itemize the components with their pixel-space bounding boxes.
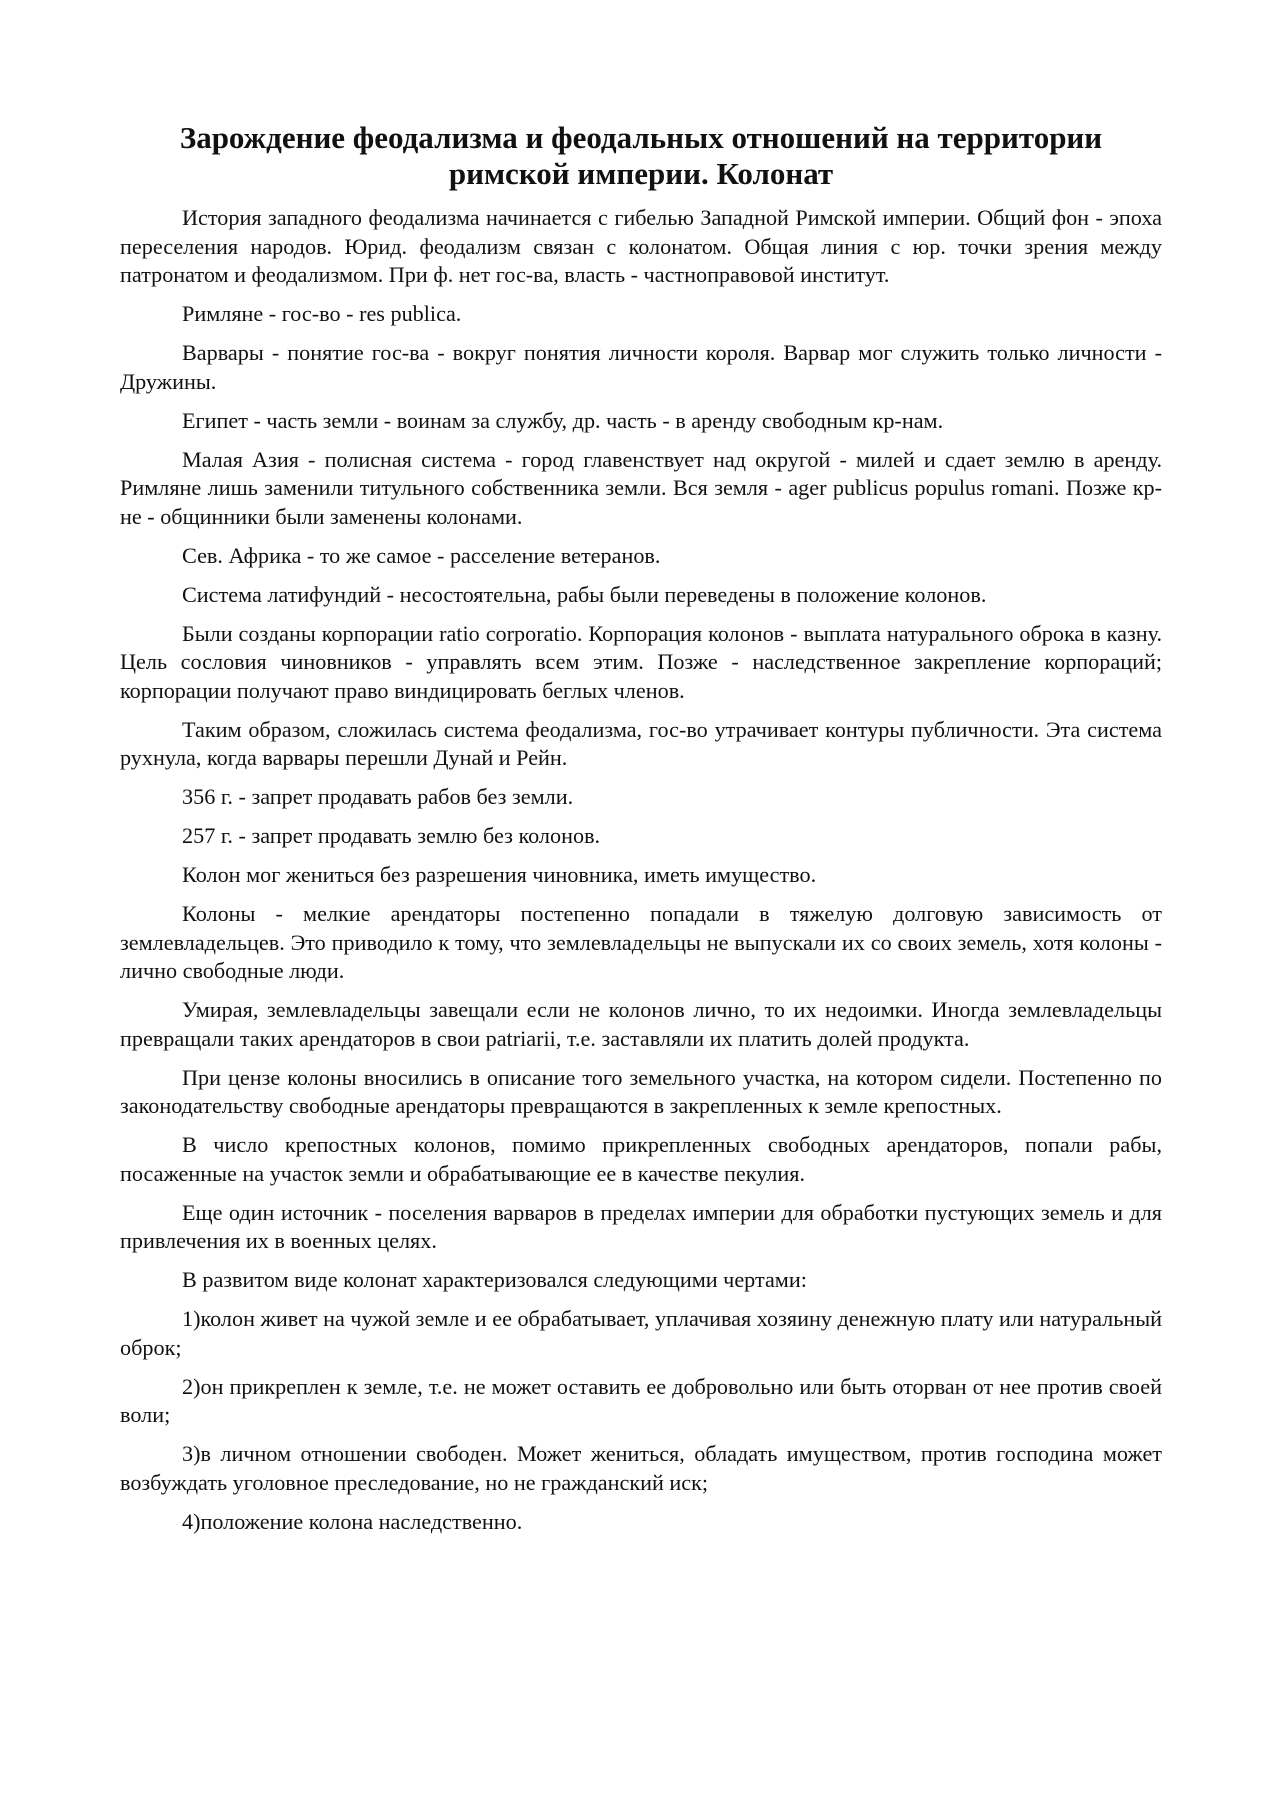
paragraph: Колоны - мелкие арендаторы постепенно попадали в тяжелую долговую зависимость от землевладельцев. Это приводило к тому, что землевладельцы не выпускали их со своих земель, хотя колоны - лично свободные люди. — [120, 901, 1162, 983]
list-item: 4)положение колона наследственно. — [182, 1508, 523, 1534]
paragraph: Сев. Африка - то же самое - расселение ветеранов. — [182, 542, 661, 568]
paragraph: Римляне - гос-во - res publica. — [182, 301, 462, 326]
paragraph: Колон мог жениться без разрешения чиновника, иметь имущество. — [182, 862, 817, 887]
paragraph: Варвары - понятие гос-ва - вокруг понятия личности короля. Варвар мог служить только личности - Дружины. — [120, 340, 1162, 394]
paragraph: Египет - часть земли - воинам за службу, др. часть - в аренду свободным кр-нам. — [182, 407, 944, 433]
paragraph: В развитом виде колонат характеризовался следующими чертами: — [182, 1267, 807, 1292]
paragraph: При цензе колоны вносились в описание того земельного участка, на котором сидели. Постепенно по законодательству свободные арендаторы превращаются в закрепленных к земле крепостных. — [120, 1064, 1162, 1118]
paragraph: История западного феодализма начинается с гибелью Западной Римской империи. Общий фон - эпоха переселения народов. Юрид. феодализм связан с колонатом. Общая линия с юр. точки зрения между патронатом и феодализмом. При ф. нет гос-ва, власть - частноправовой институт. — [120, 205, 1162, 287]
document-page — [120, 120, 1162, 1547]
paragraph: Были созданы корпорации ratio corporatio. Корпорация колонов - выплата натурального оброка в казну. Цель сословия чиновников - управлять всем этим. Позже - наследственное закрепление корпораций; корпорации получают право виндицировать беглых членов. — [120, 620, 1162, 703]
paragraph: Еще один источник - поселения варваров в пределах империи для обработки пустующих земель и для привлечения их в военных целях. — [120, 1199, 1162, 1253]
paragraph: Умирая, землевладельцы завещали если не колонов лично, то их недоимки. Иногда землевладельцы превращали таких арендаторов в свои patriarii, т.е. заставляли их платить долей продукта. — [120, 997, 1162, 1051]
document-title: Зарождение феодализма и феодальных отношений на территории римской империи. Колонат — [179, 120, 1103, 191]
list-item: 3)в личном отношении свободен. Может жениться, обладать имуществом, против господина может возбуждать уголовное преследование, но не гражданский иск; — [120, 1441, 1162, 1495]
paragraph: В число крепостных колонов, помимо прикрепленных свободных арендаторов, попали рабы, посаженные на участок земли и обрабатывающие ее в качестве пекулия. — [120, 1132, 1162, 1186]
list-item: 2)он прикреплен к земле, т.е. не может оставить ее добровольно или быть оторван от нее против своей воли; — [120, 1373, 1162, 1427]
paragraph: 257 г. - запрет продавать землю без колонов. — [182, 823, 601, 848]
paragraph: 356 г. - запрет продавать рабов без земли. — [182, 784, 574, 809]
paragraph: Малая Азия - полисная система - город главенствует над округой - милей и сдает землю в аренду. Римляне лишь заменили титульного собственника земли. Вся земля - ager publicus populus romani. Позже кр-не - общинники были заменены колонами. — [120, 446, 1162, 529]
paragraph: Система латифундий - несостоятельна, рабы были переведены в положение колонов. — [182, 581, 987, 607]
paragraph: Таким образом, сложилась система феодализма, гос-во утрачивает контуры публичности. Эта система рухнула, когда варвары перешли Дунай и Рейн. — [120, 716, 1162, 770]
list-item: 1)колон живет на чужой земле и ее обрабатывает, уплачивая хозяину денежную плату или натуральный оброк; — [120, 1306, 1163, 1360]
